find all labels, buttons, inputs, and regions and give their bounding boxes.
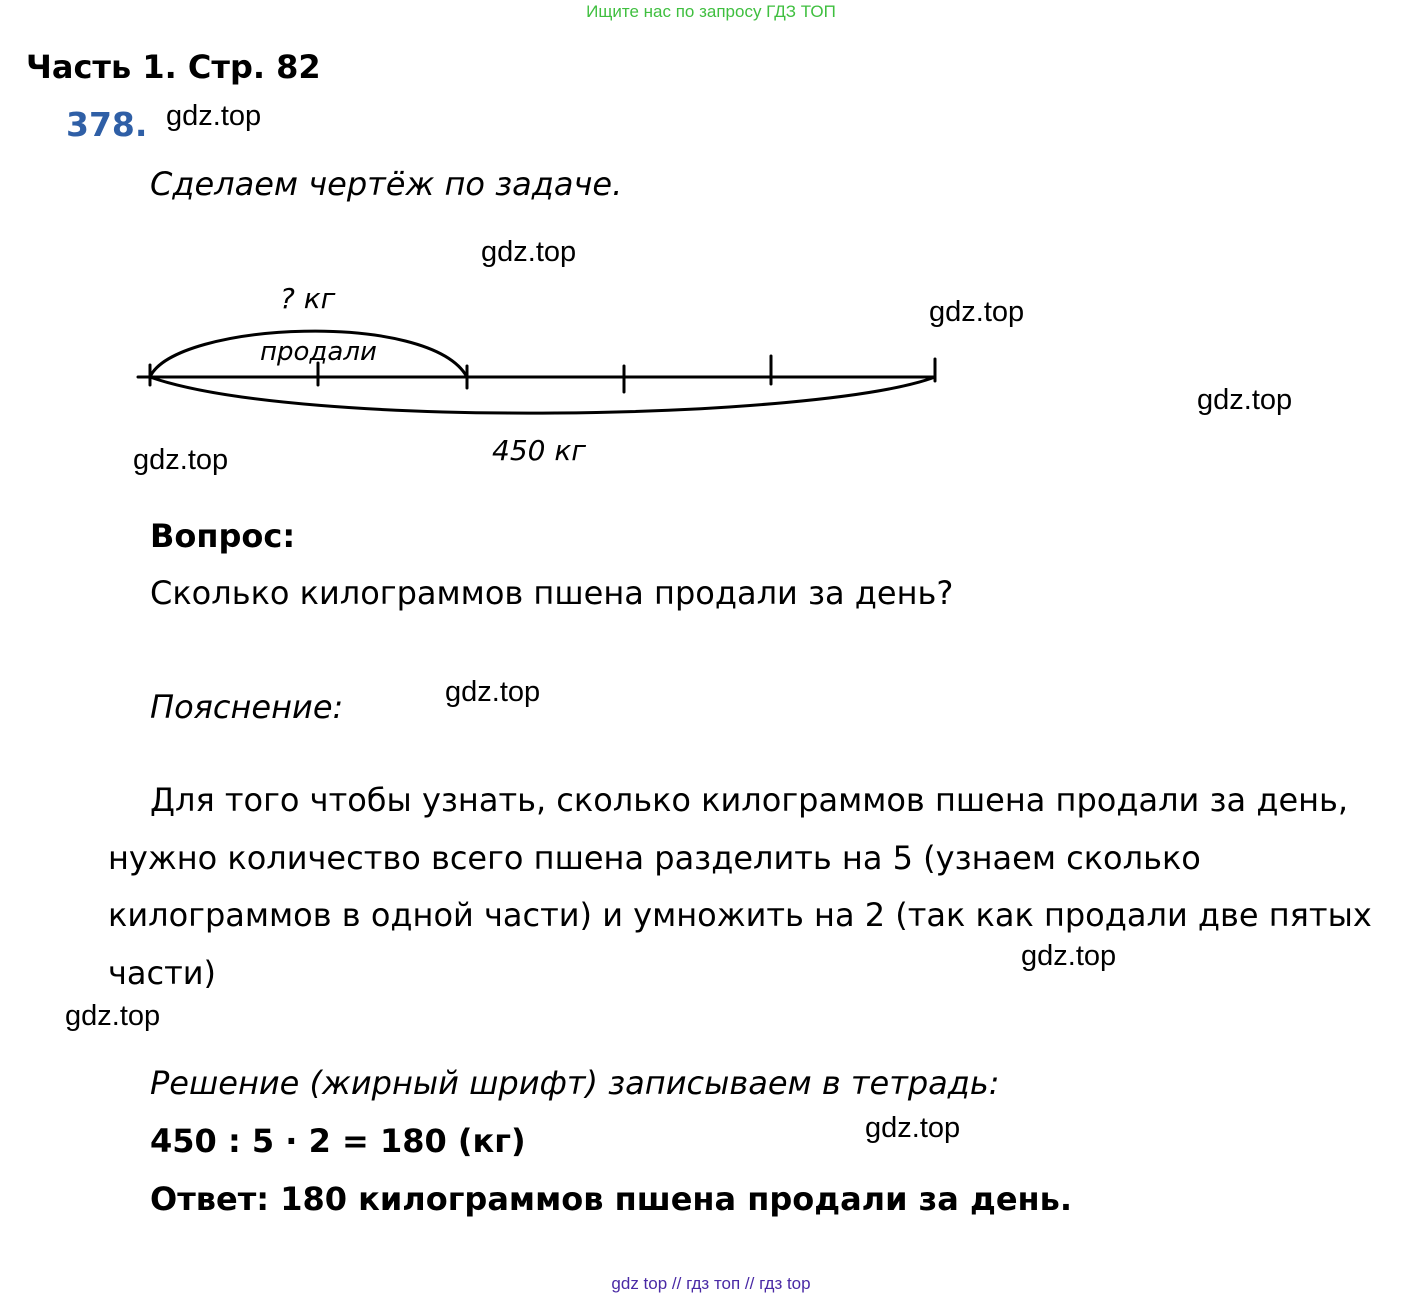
watermark: gdz.top: [865, 1112, 961, 1144]
footer-note: gdz top // гдз топ // гдз top: [611, 1274, 811, 1293]
watermark: gdz.top: [929, 296, 1025, 328]
solution-expression: 450 : 5 · 2 = 180 (кг): [150, 1122, 526, 1160]
segment-diagram: [0, 270, 1000, 480]
watermark: gdz.top: [1197, 384, 1293, 416]
total-arc: [150, 377, 935, 413]
total-mass-label: 450 кг: [492, 434, 586, 467]
watermark: gdz.top: [65, 1000, 161, 1032]
explanation-paragraph: [108, 772, 1408, 1002]
watermark: gdz.top: [166, 100, 262, 132]
question-heading: Вопрос:: [150, 517, 296, 555]
explanation-heading: Пояснение:: [150, 688, 344, 726]
watermark: gdz.top: [445, 676, 541, 708]
watermark: gdz.top: [133, 444, 229, 476]
answer-text: Ответ: 180 килограммов пшена продали за день.: [150, 1180, 1073, 1218]
part-title: Часть 1. Стр. 82: [26, 48, 321, 86]
drawing-intro: Сделаем чертёж по задаче.: [150, 165, 623, 203]
task-number: 378.: [66, 105, 148, 144]
explanation-text: Для того чтобы узнать, сколько килограммов пшена продали за день, нужно количество всего пшена разделить на 5 (узнаем сколько килограммов в одной части) и умножить на 2 (так как продали две пятых части): [108, 781, 1372, 992]
watermark: gdz.top: [481, 236, 577, 268]
unknown-mass-label: ? кг: [280, 282, 336, 315]
header-note: Ищите нас по запросу ГДЗ ТОП: [586, 2, 836, 21]
watermark: gdz.top: [1021, 940, 1117, 972]
question-text: Сколько килограммов пшена продали за день?: [150, 574, 954, 612]
solution-heading: Решение (жирный шрифт) записываем в тетрадь:: [150, 1064, 1000, 1102]
sold-label: продали: [260, 337, 377, 367]
